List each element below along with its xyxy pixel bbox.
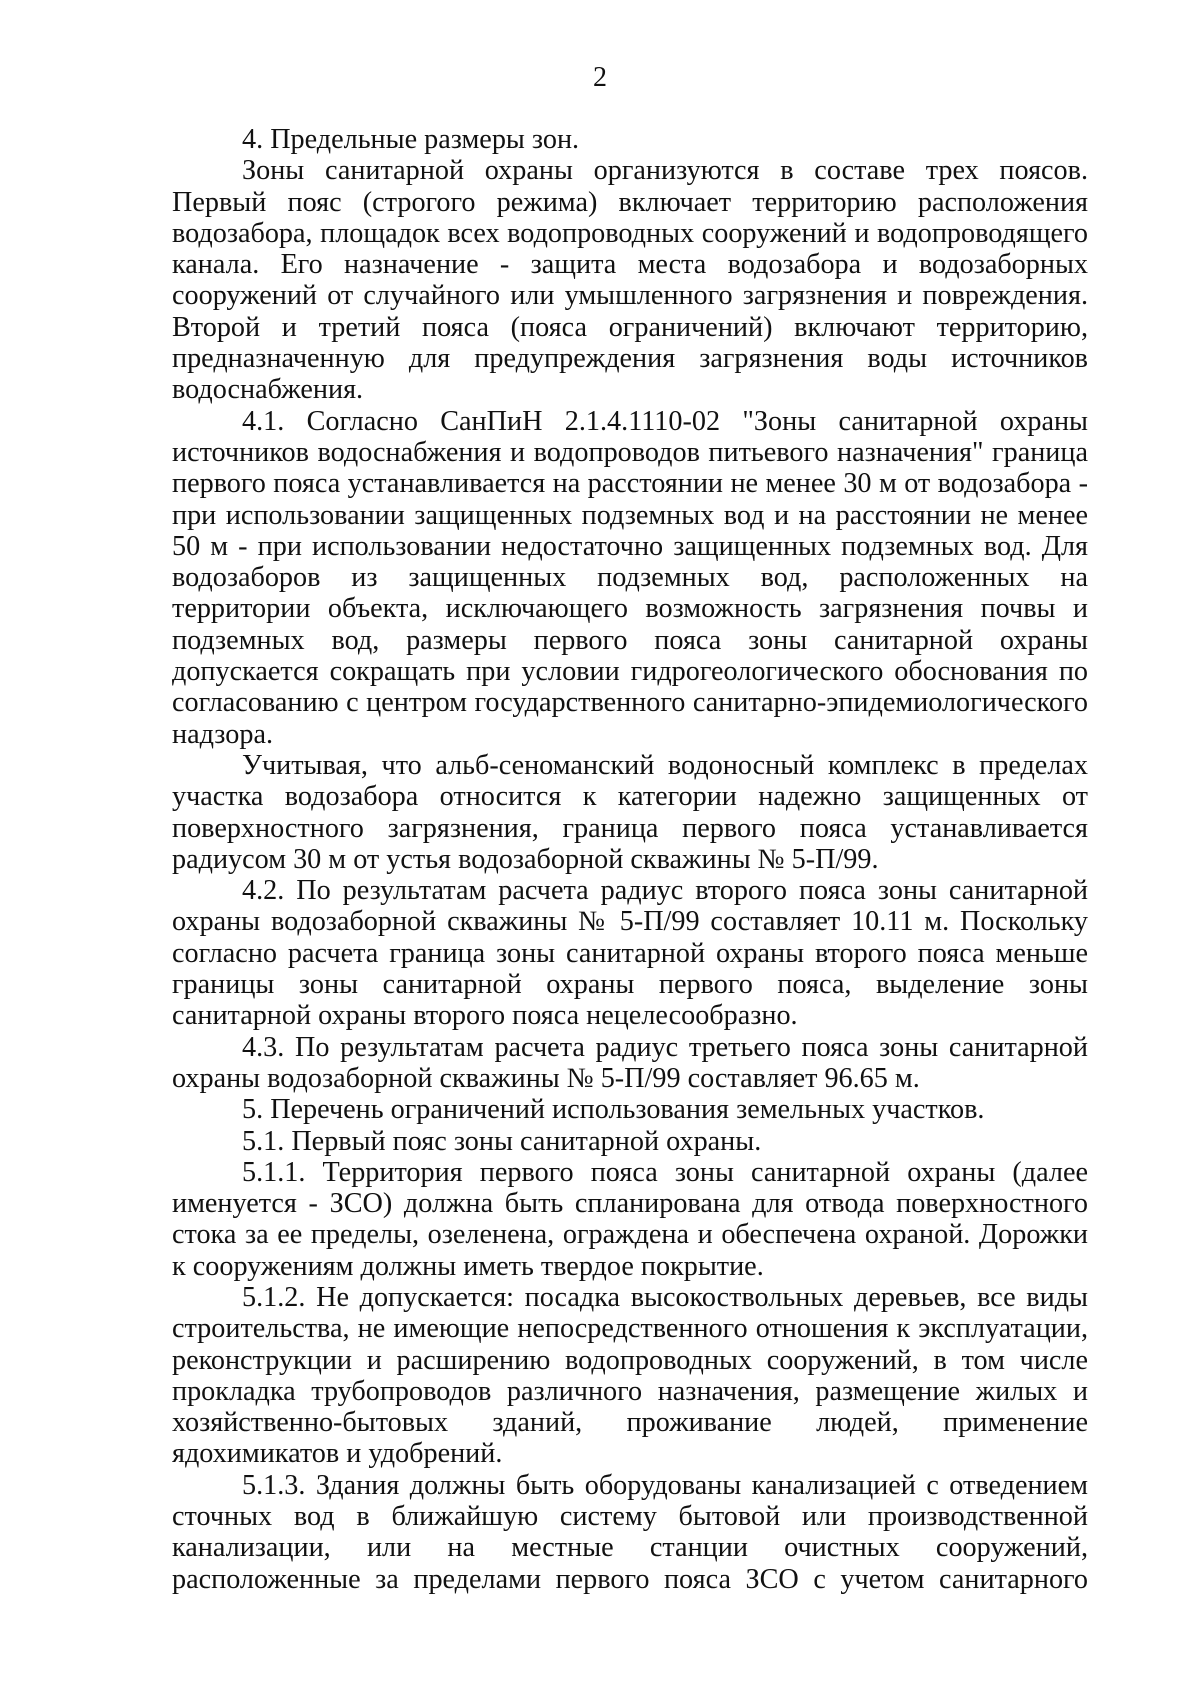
paragraph-4-1: 4.1. Согласно СанПиН 2.1.4.1110-02 "Зоны санитарной охраны источников водоснабжения и водопроводов питьевого назначения" граница первого пояса устанавливается на расстоянии не менее 30 м от водозабора - при использовании защищенных подземных вод и на расстоянии не менее 50 м - при использовании недостаточно защищенных подземных вод. Для водозаборов из защищенных подземных вод, расположенных на территории объекта, исключающего возможность загрязнения почвы и подземных вод, размеры первого пояса зоны санитарной охраны допускается сокращать при условии гидрогеологического обоснования по согласованию с центром государственного санитарно-эпидемиологического надзора. bbox=[172, 405, 1088, 750]
paragraph-5-1-2: 5.1.2. Не допускается: посадка высокоствольных деревьев, все виды строительства, не имеющие непосредственного отношения к эксплуатации, реконструкции и расширению водопроводных сооружений, в том числе прокладка трубопроводов различного назначения, размещение жилых и хозяйственно-бытовых зданий, проживание людей, применение ядохимикатов и удобрений. bbox=[172, 1281, 1088, 1470]
paragraph-section-4-heading: 4. Предельные размеры зон. bbox=[242, 124, 580, 155]
page-number: 2 bbox=[593, 62, 607, 93]
paragraph-4-2: 4.2. По результатам расчета радиус второго пояса зоны санитарной охраны водозаборной скважины № 5-П/99 составляет 10.11 м. Поскольку согласно расчета граница зоны санитарной охраны второго пояса меньше границы зоны санитарной охраны первого пояса, выделение зоны санитарной охраны второго пояса нецелесообразно. bbox=[172, 875, 1088, 1032]
paragraph-5-1-heading: 5.1. Первый пояс зоны санитарной охраны. bbox=[242, 1125, 762, 1157]
paragraph-zones-overview: Зоны санитарной охраны организуются в составе трех поясов. Первый пояс (строгого режима) включает территорию расположения водозабора, площадок всех водопроводных сооружений и водопроводящего канала. Его назначение - защита места водозабора и водозаборных сооружений от случайного или умышленного загрязнения и повреждения. Второй и третий пояса (пояса ограничений) включают территорию, предназначенную для предупреждения загрязнения воды источников водоснабжения. bbox=[172, 155, 1088, 406]
paragraph-5-1-1: 5.1.1. Территория первого пояса зоны санитарной охраны (далее именуется - ЗСО) должна быть спланирована для отвода поверхностного стока за ее пределы, озеленена, ограждена и обеспечена охраной. Дорожки к сооружениям должны иметь твердое покрытие. bbox=[172, 1156, 1088, 1282]
paragraph-section-5-heading: 5. Перечень ограничений использования земельных участков. bbox=[242, 1094, 985, 1126]
paragraph-4-3: 4.3. По результатам расчета радиус третьего пояса зоны санитарной охраны водозаборной скважины № 5-П/99 составляет 96.65 м. bbox=[172, 1031, 1088, 1094]
paragraph-first-belt-radius: Учитывая, что альб-сеноманский водоносный комплекс в пределах участка водозабора относится к категории надежно защищенных от поверхностного загрязнения, граница первого пояса устанавливается радиусом 30 м от устья водозаборной скважины № 5-П/99. bbox=[172, 749, 1088, 875]
paragraph-5-1-3: 5.1.3. Здания должны быть оборудованы канализацией с отведением сточных вод в ближайшую систему бытовой или производственной канализации, или на местные станции очистных сооружений, расположенные за пределами первого пояса ЗСО с учетом санитарного bbox=[172, 1469, 1088, 1595]
document-body bbox=[172, 124, 1088, 1595]
